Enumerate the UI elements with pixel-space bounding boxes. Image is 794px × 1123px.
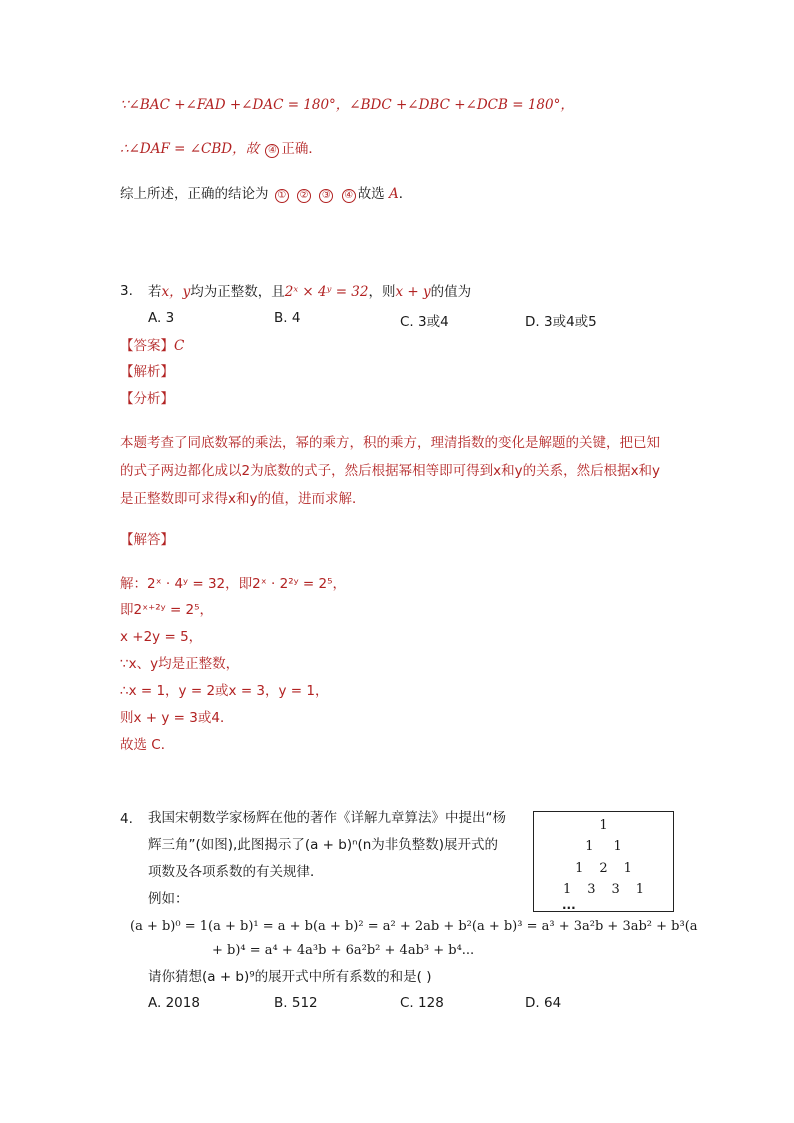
answer-line (120, 337, 184, 355)
solution-step: 则x + y = 3或4． (120, 710, 234, 726)
triangle-row-3 (534, 882, 673, 897)
circled-number: ① (275, 189, 289, 203)
solution-step: 解：2ˣ · 4ʸ = 32，即2ˣ · 2²ʸ = 2⁵， (120, 576, 347, 592)
yang-hui-triangle-figure (533, 811, 674, 912)
option-a[interactable] (148, 995, 200, 1011)
fenxi-tag: 【分析】 (120, 391, 174, 407)
triangle-number: 2 (599, 861, 608, 876)
triangle-row-0 (534, 818, 673, 833)
option-text: 64 (543, 995, 562, 1011)
solution-step: x +2y = 5， (120, 629, 203, 645)
option-c[interactable] (400, 995, 444, 1011)
solution-angle-equal: ∴∠DAF = ∠CBD，故 (120, 141, 260, 157)
triangle-number: 1 (613, 839, 622, 854)
fenxi-paragraph-line: 的式子两边都化成以2为底数的式子，然后根据幂相等即可得到x和y的关系，然后根据x和y (120, 463, 661, 479)
option-label: D. (525, 314, 540, 330)
expansion-formula-line: (a + b)⁰ = 1(a + b)¹ = a + b(a + b)² = a² + 2ab + b²(a + b)³ = a³ + 3a²b + 3ab² + b³(a (130, 919, 698, 934)
option-label: B. (274, 995, 288, 1011)
option-label: B. (274, 310, 288, 326)
jieda-tag: 【解答】 (120, 532, 174, 548)
option-label: A. (148, 310, 162, 326)
answer-value: C (174, 338, 185, 354)
summary-choose-text: 故选 (357, 186, 385, 202)
option-label: C. (400, 995, 414, 1011)
question-stem-line: 项数及各项系数的有关规律． (148, 864, 324, 880)
triangle-number: 3 (611, 882, 620, 897)
summary-end: ． (398, 186, 413, 202)
question-number: 3. (120, 283, 133, 299)
circled-number: ③ (319, 189, 333, 203)
answer-tag: 【答案】 (120, 338, 174, 354)
summary-text: 综上所述，正确的结论为 (120, 186, 269, 202)
stem-text: 若 (148, 284, 162, 300)
option-text: 2018 (165, 995, 200, 1011)
question-stem-line: 辉三角”(如图),此图揭示了(a + b)ⁿ(n为非负整数)展开式的 (148, 837, 499, 853)
solution-step: ∴x = 1，y = 2或x = 3，y = 1， (120, 683, 329, 699)
option-d[interactable] (525, 310, 597, 330)
solution-conclusion-4-line (120, 140, 322, 158)
expansion-formula-line: + b)⁴ = a⁴ + 4a³b + 6a²b² + 4ab³ + b⁴... (212, 943, 475, 958)
triangle-number: 1 (585, 839, 594, 854)
circled-number: ② (297, 189, 311, 203)
solution-step: 即2ˣ⁺²ʸ = 2⁵， (120, 602, 214, 618)
summary-answer: A (388, 186, 399, 202)
question-stem (148, 283, 471, 301)
triangle-number: 1 (562, 882, 572, 897)
analysis-tag: 【解析】 (120, 364, 174, 380)
fenxi-paragraph-line: 是正整数即可求得x和y的值，进而求解． (120, 491, 366, 507)
option-text: 3或4或5 (543, 314, 597, 330)
triangle-number: 3 (587, 882, 596, 897)
option-text: 3或4 (418, 314, 449, 330)
option-text: 3 (165, 310, 175, 326)
triangle-number: 1 (623, 861, 632, 876)
question-stem-line: 例如： (148, 891, 189, 907)
circled-number: ④ (342, 189, 356, 203)
triangle-row-1 (534, 839, 673, 854)
option-text: 4 (291, 310, 301, 326)
option-text: 512 (291, 995, 318, 1011)
option-c[interactable] (400, 310, 449, 330)
question-prompt: 请你猜想(a + b)⁹的展开式中所有系数的和是( ) (148, 969, 432, 985)
option-label: C. (400, 314, 414, 330)
option-d[interactable] (525, 995, 561, 1011)
fenxi-paragraph-line: 本题考查了同底数幂的乘法，幂的乘方，积的乘方，理清指数的变化是解题的关键，把已知 (120, 435, 660, 451)
solution-angle-sum-line: ∵∠BAC +∠FAD +∠DAC = 180°，∠BDC +∠DBC +∠DCB = 180°， (120, 97, 574, 113)
triangle-number: 1 (599, 818, 608, 833)
stem-text: 均为正整数，且 (190, 284, 285, 300)
stem-text: 的值为 (430, 284, 472, 300)
solution-step: 故选 C． (120, 737, 175, 753)
stem-text: ，则 (368, 284, 396, 300)
question-stem-line: 我国宋朝数学家杨辉在他的著作《详解九章算法》中提出“杨 (148, 810, 506, 826)
solution-step: ∵x、y均是正整数， (120, 656, 240, 672)
circled-number: ④ (265, 144, 279, 158)
option-text: 128 (418, 995, 444, 1011)
triangle-number: 1 (575, 861, 584, 876)
triangle-ellipsis: ... (562, 898, 576, 912)
solution-summary-line (120, 185, 412, 203)
option-b[interactable] (274, 995, 318, 1011)
option-label: A. (148, 995, 162, 1011)
triangle-row-2 (534, 861, 673, 876)
stem-math: x，y (161, 284, 191, 300)
option-a[interactable] (148, 310, 174, 326)
triangle-number: 1 (635, 882, 645, 897)
option-label: D. (525, 995, 540, 1011)
question-number: 4. (120, 811, 133, 827)
solution-correct-text: 正确． (281, 141, 322, 157)
stem-math: x + y (395, 284, 431, 300)
stem-math: 2ˣ × 4ʸ = 32 (284, 284, 369, 300)
option-b[interactable] (274, 310, 300, 326)
